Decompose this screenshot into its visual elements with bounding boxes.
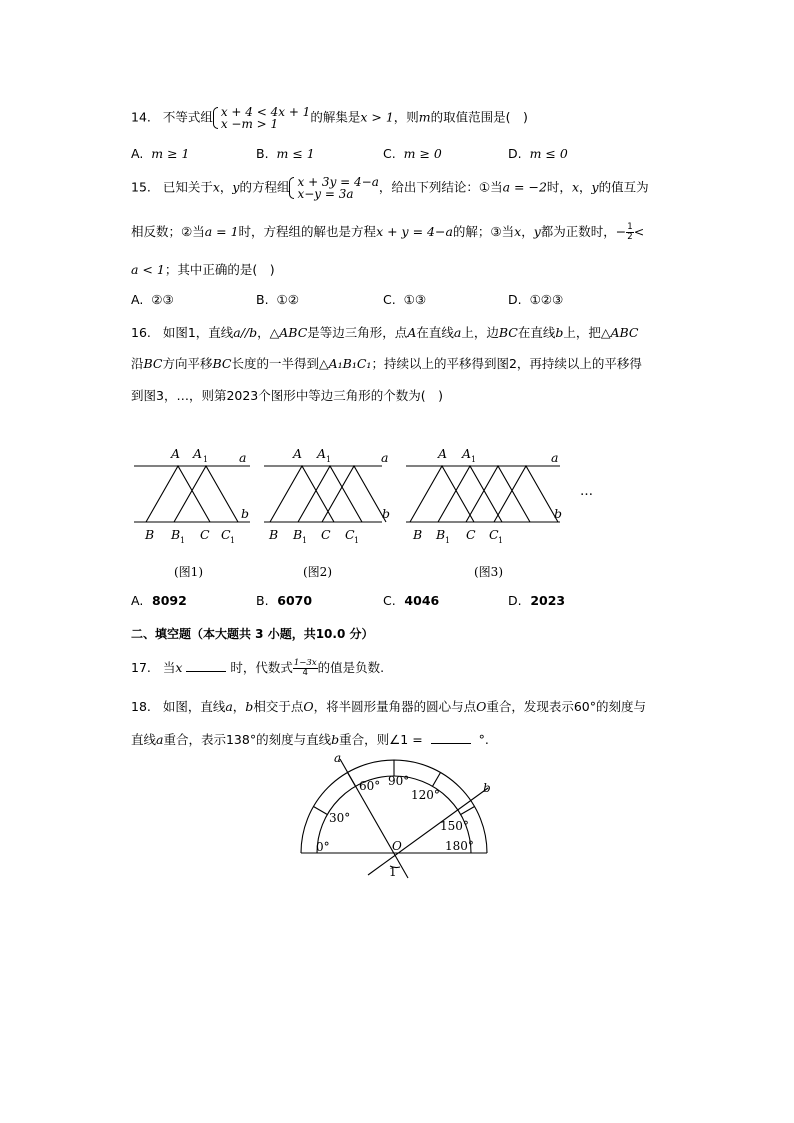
option-letter: A. — [131, 146, 144, 161]
label-A1: A — [462, 446, 472, 461]
q15-line2 — [131, 222, 644, 242]
label-B: B — [145, 527, 155, 542]
q14-cond: x > 1 — [360, 109, 394, 125]
option-letter: D. — [508, 593, 522, 608]
q16-line1 — [131, 323, 638, 341]
text: ，△ — [257, 325, 280, 340]
caption-fig1: (图1) — [174, 565, 203, 579]
text: ， — [219, 179, 233, 195]
text: ；其中正确的是( ) — [164, 262, 275, 277]
label-a: a — [551, 450, 559, 465]
label-A1: A — [317, 446, 327, 461]
option-letter: D. — [508, 146, 522, 161]
q14-mid1: 的解集是 — [310, 109, 361, 125]
math: ABC — [610, 325, 639, 340]
option-text: ①②③ — [529, 292, 564, 307]
label-C1: C — [345, 527, 355, 542]
q16-line3 — [131, 386, 443, 404]
var-x: x — [571, 179, 579, 195]
fraction — [293, 659, 318, 678]
sub-1: 1 — [302, 536, 308, 545]
caption-fig2: (图2) — [303, 565, 332, 579]
text: 直线 — [131, 732, 157, 747]
text: 时， — [546, 179, 572, 195]
text: 的方程组 — [239, 179, 290, 195]
q14-suffix: 的取值范围是( ) — [430, 109, 528, 125]
text: 时，方程组的解也是方程 — [238, 224, 377, 239]
var-y: y — [533, 224, 541, 239]
text: 重合，表示138°的刻度与直线 — [163, 732, 332, 747]
protractor-figure — [290, 748, 510, 883]
sub-1: 1 — [230, 536, 236, 545]
answer-blank[interactable] — [186, 659, 226, 672]
q16-option-a[interactable] — [131, 593, 187, 608]
option-text: ②③ — [151, 292, 174, 307]
text: 在直线 — [416, 325, 454, 340]
option-letter: D. — [508, 292, 522, 307]
math: A₁B₁C₁ — [328, 356, 372, 371]
math: BC — [212, 356, 232, 371]
ellipsis: … — [580, 484, 593, 499]
math: b — [555, 325, 564, 340]
option-letter: C. — [383, 146, 396, 161]
option-text: m ≤ 1 — [276, 146, 315, 161]
q14-eq1: x + 4 < 4x + 1 — [220, 105, 311, 119]
math: b — [245, 699, 254, 714]
text: 如图，直线 — [162, 699, 226, 714]
q18-number: 18. — [131, 699, 151, 714]
math: a = −2 — [502, 179, 547, 195]
text: 到图3，…，则第2023个图形中等边三角形的个数为( ) — [131, 388, 444, 403]
label-C: C — [466, 527, 476, 542]
q16-option-d[interactable] — [508, 593, 565, 608]
label-b: b — [241, 506, 250, 521]
q16-figures — [120, 440, 610, 585]
q15-eq2: x−y = 3a — [297, 187, 354, 201]
label-B: B — [413, 527, 423, 542]
q15-system — [289, 176, 378, 200]
text: 沿 — [131, 356, 144, 371]
q15-line3 — [131, 260, 275, 278]
label-A: A — [293, 446, 303, 461]
option-text: 4046 — [404, 593, 440, 608]
text: 长度的一半得到△ — [231, 356, 329, 371]
section-title: 二、填空题（本大题共 3 小题，共10.0 分） — [131, 627, 374, 641]
option-text: m ≥ 1 — [151, 146, 190, 161]
option-text: ①② — [276, 292, 299, 307]
q15-number: 15. — [131, 179, 151, 195]
math: a — [225, 699, 233, 714]
frac-num: 1−3x — [293, 658, 317, 668]
option-letter: C. — [383, 593, 396, 608]
q16-number: 16. — [131, 325, 151, 340]
math: < — [633, 224, 645, 239]
caption-fig3: (图3) — [474, 565, 503, 579]
option-letter: C. — [383, 292, 396, 307]
answer-blank[interactable] — [431, 731, 471, 744]
var-y: y — [232, 179, 240, 195]
text: 上，把△ — [563, 325, 611, 340]
fraction-half — [626, 223, 633, 242]
label-C1: C — [221, 527, 231, 542]
option-text: m ≤ 0 — [529, 146, 568, 161]
sub-1: 1 — [445, 536, 451, 545]
var-x: x — [212, 179, 220, 195]
text: 上，边 — [461, 325, 499, 340]
line-b-label: b — [483, 781, 491, 795]
q14-mid2: ，则 — [393, 109, 419, 125]
q17-stem — [131, 657, 384, 679]
q15-option-d[interactable] — [508, 292, 563, 307]
var-x: x — [514, 224, 522, 239]
option-text: 6070 — [277, 593, 313, 608]
math: a — [156, 732, 164, 747]
frac-den: 4 — [302, 668, 308, 678]
math: a = 1 — [204, 224, 239, 239]
sub-1: 1 — [498, 536, 504, 545]
label-C: C — [200, 527, 210, 542]
label-B: B — [269, 527, 279, 542]
q17-number: 17. — [131, 660, 151, 675]
label-a: a — [381, 450, 389, 465]
sub-1: 1 — [326, 455, 332, 464]
tick-150: 150° — [440, 819, 469, 833]
tick-90: 90° — [388, 774, 410, 788]
q15-option-b[interactable] — [256, 292, 299, 307]
text: 的解；③当 — [452, 224, 515, 239]
tick-60: 60° — [359, 779, 381, 793]
option-letter: B. — [256, 292, 269, 307]
option-text: m ≥ 0 — [403, 146, 442, 161]
q14-prefix: 不等式组 — [162, 109, 213, 125]
label-B1: B — [436, 527, 446, 542]
math: − — [615, 224, 627, 239]
frac-den: 2 — [627, 232, 633, 242]
text: °. — [478, 732, 489, 747]
q15-option-c[interactable] — [383, 292, 426, 307]
q14-number: 14. — [131, 109, 151, 125]
label-B1: B — [293, 527, 303, 542]
option-letter: B. — [256, 593, 269, 608]
q14-option-b[interactable] — [256, 146, 315, 161]
q16-line2 — [131, 354, 642, 372]
label-C1: C — [489, 527, 499, 542]
q18-line2 — [131, 730, 489, 748]
text: ，给出下列结论：①当 — [378, 179, 503, 195]
label-a: a — [239, 450, 247, 465]
text: 在直线 — [517, 325, 556, 340]
text: 当 — [162, 660, 176, 675]
angle-1-label: 1 — [389, 865, 397, 879]
q15-option-a[interactable] — [131, 292, 174, 307]
text: 重合，发现表示60°的刻度与 — [486, 699, 647, 714]
text: 相反数；②当 — [131, 224, 205, 239]
label-A: A — [171, 446, 181, 461]
text: ， — [232, 699, 246, 714]
q15-line1 — [131, 176, 649, 200]
text: 相交于点 — [253, 699, 304, 714]
q14-system — [213, 106, 311, 130]
line-a-label: a — [334, 751, 342, 765]
math: a < 1 — [131, 262, 165, 277]
math: x + y = 4−a — [376, 224, 453, 239]
math: A — [407, 325, 417, 340]
frac-num: 1 — [627, 222, 633, 232]
text: 已知关于 — [162, 179, 213, 195]
text: 是等边三角形，点 — [307, 325, 408, 340]
label-b: b — [554, 506, 563, 521]
label-C: C — [321, 527, 331, 542]
tick-0: 0° — [316, 840, 330, 854]
option-letter: A. — [131, 292, 144, 307]
text: ；持续以上的平移得到图2，再持续以上的平移得 — [371, 356, 642, 371]
tick-180: 180° — [445, 839, 474, 853]
label-B1: B — [171, 527, 181, 542]
math: BC — [498, 325, 518, 340]
q14-stem — [131, 106, 528, 130]
q14-option-c[interactable] — [383, 146, 442, 161]
q18-line1 — [131, 697, 646, 715]
text: ， — [521, 224, 534, 239]
text: 的值互为 — [598, 179, 649, 195]
text: 都为正数时， — [540, 224, 616, 239]
text: 时，代数式 — [230, 660, 293, 675]
option-letter: A. — [131, 593, 144, 608]
tick-30: 30° — [329, 811, 351, 825]
q15-eq1: x + 3y = 4−a — [297, 175, 379, 189]
sub-1: 1 — [203, 455, 209, 464]
option-text: 8092 — [152, 593, 187, 608]
math: O — [303, 699, 314, 714]
label-A1: A — [193, 446, 203, 461]
text: 如图1，直线 — [162, 325, 234, 340]
q16-option-b[interactable] — [256, 593, 312, 608]
math: BC — [143, 356, 163, 371]
math: O — [476, 699, 487, 714]
sub-1: 1 — [354, 536, 360, 545]
var-y: y — [591, 179, 599, 195]
math: ABC — [279, 325, 308, 340]
q14-option-d[interactable] — [508, 146, 568, 161]
text: 的值是负数. — [317, 660, 385, 675]
sub-1: 1 — [471, 455, 477, 464]
q14-var: m — [418, 109, 431, 125]
text: 方向平移 — [162, 356, 213, 371]
math: a — [453, 325, 462, 340]
label-A: A — [438, 446, 448, 461]
label-b: b — [382, 506, 391, 521]
var-x: x — [175, 660, 183, 675]
text: ，将半圆形量角器的圆心与点 — [313, 699, 477, 714]
q14-option-a[interactable] — [131, 146, 190, 161]
option-text: 2023 — [530, 593, 566, 608]
q14-eq2: x −m > 1 — [220, 117, 279, 131]
option-letter: B. — [256, 146, 269, 161]
math: b — [331, 732, 340, 747]
tick-120: 120° — [411, 788, 440, 802]
sub-1: 1 — [180, 536, 186, 545]
option-text: ①③ — [403, 292, 427, 307]
text: ， — [579, 179, 592, 195]
q16-option-c[interactable] — [383, 593, 439, 608]
math: a//b — [233, 325, 258, 340]
text: 重合，则∠1 = — [339, 732, 423, 747]
point-O-label: O — [392, 839, 402, 853]
